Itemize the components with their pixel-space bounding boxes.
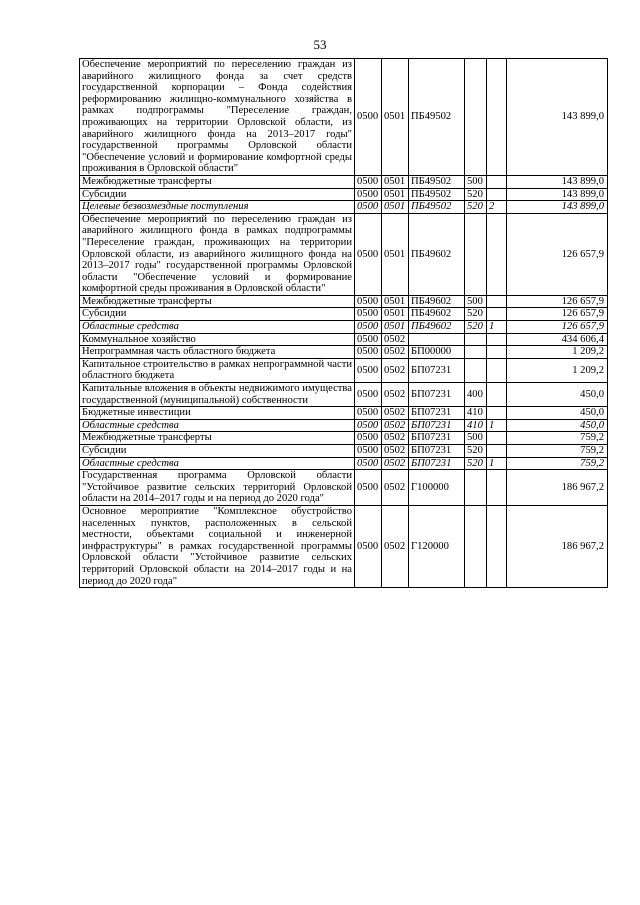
row-name-cell: Капитальное строительство в рамках непрограммной части областного бюджета	[80, 358, 355, 382]
expense-type-code-cell: 500	[465, 295, 487, 308]
subsection-code-cell: 0502	[382, 505, 409, 587]
expense-type-code-cell	[465, 505, 487, 587]
amount-cell: 759,2	[507, 445, 608, 458]
amount-cell: 143 899,0	[507, 175, 608, 188]
row-name-cell: Капитальные вложения в объекты недвижимого имущества государственной (муниципальной) собственности	[80, 383, 355, 407]
table-row	[80, 175, 608, 188]
funding-source-code-cell: 1	[487, 457, 507, 470]
expense-type-code-cell: 500	[465, 432, 487, 445]
subsection-code-cell: 0502	[382, 432, 409, 445]
target-article-code-cell: БП07231	[409, 457, 465, 470]
row-name-cell: Обеспечение мероприятий по переселению граждан из аварийного жилищного фонда в рамках подпрограммы "Переселение граждан, проживающих на территории Орловской области, из аварийного жилищного фонда на 2013–2017 годы" государственной программы Орловской области "Обеспечение условий и формирование комфортной среды проживания в Орловской области"	[80, 213, 355, 295]
amount-cell: 143 899,0	[507, 188, 608, 201]
section-code-cell: 0500	[355, 432, 382, 445]
funding-source-code-cell: 1	[487, 321, 507, 334]
amount-cell: 143 899,0	[507, 201, 608, 214]
row-name-cell: Целевые безвозмездные поступления	[80, 201, 355, 214]
row-name-cell: Субсидии	[80, 188, 355, 201]
table-row	[80, 445, 608, 458]
subsection-code-cell: 0502	[382, 333, 409, 346]
table-row	[80, 295, 608, 308]
target-article-code-cell: Г120000	[409, 505, 465, 587]
funding-source-code-cell	[487, 308, 507, 321]
section-code-cell: 0500	[355, 346, 382, 359]
section-code-cell: 0500	[355, 457, 382, 470]
amount-cell: 126 657,9	[507, 295, 608, 308]
expense-type-code-cell	[465, 213, 487, 295]
amount-cell: 186 967,2	[507, 505, 608, 587]
section-code-cell: 0500	[355, 419, 382, 432]
funding-source-code-cell	[487, 59, 507, 176]
target-article-code-cell: БП07231	[409, 358, 465, 382]
amount-cell: 126 657,9	[507, 321, 608, 334]
funding-source-code-cell	[487, 295, 507, 308]
table-row	[80, 457, 608, 470]
expense-type-code-cell	[465, 59, 487, 176]
funding-source-code-cell	[487, 445, 507, 458]
section-code-cell: 0500	[355, 213, 382, 295]
table-row	[80, 358, 608, 382]
funding-source-code-cell	[487, 188, 507, 201]
row-name-cell: Коммунальное хозяйство	[80, 333, 355, 346]
table-row	[80, 383, 608, 407]
target-article-code-cell: БП07231	[409, 419, 465, 432]
target-article-code-cell	[409, 333, 465, 346]
expense-type-code-cell	[465, 358, 487, 382]
target-article-code-cell: ПБ49502	[409, 175, 465, 188]
table-row	[80, 213, 608, 295]
row-name-cell: Межбюджетные трансферты	[80, 175, 355, 188]
section-code-cell: 0500	[355, 59, 382, 176]
funding-source-code-cell	[487, 432, 507, 445]
amount-cell: 126 657,9	[507, 213, 608, 295]
funding-source-code-cell	[487, 346, 507, 359]
row-name-cell: Непрограммная часть областного бюджета	[80, 346, 355, 359]
amount-cell: 450,0	[507, 383, 608, 407]
section-code-cell: 0500	[355, 445, 382, 458]
table-row	[80, 188, 608, 201]
amount-cell: 759,2	[507, 432, 608, 445]
subsection-code-cell: 0501	[382, 59, 409, 176]
target-article-code-cell: ПБ49502	[409, 188, 465, 201]
subsection-code-cell: 0502	[382, 445, 409, 458]
table-row	[80, 419, 608, 432]
target-article-code-cell: ПБ49602	[409, 321, 465, 334]
subsection-code-cell: 0502	[382, 358, 409, 382]
section-code-cell: 0500	[355, 188, 382, 201]
row-name-cell: Основное мероприятие "Комплексное обустройство населенных пунктов, расположенных в сельской местности, объектами социальной и инженерной инфраструктуры" в рамках государственной программы Орловской области "Устойчивое развитие сельских территорий Орловской области на 2014–2017 годы и на период до 2020 года"	[80, 505, 355, 587]
section-code-cell: 0500	[355, 358, 382, 382]
amount-cell: 1 209,2	[507, 346, 608, 359]
target-article-code-cell: ПБ49602	[409, 213, 465, 295]
expense-type-code-cell: 520	[465, 457, 487, 470]
section-code-cell: 0500	[355, 383, 382, 407]
funding-source-code-cell	[487, 470, 507, 506]
funding-source-code-cell	[487, 175, 507, 188]
subsection-code-cell: 0502	[382, 383, 409, 407]
amount-cell: 1 209,2	[507, 358, 608, 382]
subsection-code-cell: 0501	[382, 308, 409, 321]
budget-table-body	[80, 59, 608, 588]
row-name-cell: Межбюджетные трансферты	[80, 432, 355, 445]
target-article-code-cell: БП07231	[409, 407, 465, 420]
row-name-cell: Областные средства	[80, 321, 355, 334]
funding-source-code-cell	[487, 213, 507, 295]
amount-cell: 126 657,9	[507, 308, 608, 321]
section-code-cell: 0500	[355, 175, 382, 188]
expense-type-code-cell: 520	[465, 445, 487, 458]
funding-source-code-cell	[487, 358, 507, 382]
row-name-cell: Субсидии	[80, 308, 355, 321]
row-name-cell: Бюджетные инвестиции	[80, 407, 355, 420]
section-code-cell: 0500	[355, 505, 382, 587]
table-row	[80, 201, 608, 214]
expense-type-code-cell: 410	[465, 419, 487, 432]
section-code-cell: 0500	[355, 295, 382, 308]
funding-source-code-cell	[487, 505, 507, 587]
section-code-cell: 0500	[355, 470, 382, 506]
expense-type-code-cell	[465, 346, 487, 359]
subsection-code-cell: 0502	[382, 407, 409, 420]
subsection-code-cell: 0501	[382, 321, 409, 334]
table-row	[80, 470, 608, 506]
funding-source-code-cell: 2	[487, 201, 507, 214]
target-article-code-cell: БП07231	[409, 383, 465, 407]
expense-type-code-cell: 410	[465, 407, 487, 420]
subsection-code-cell: 0502	[382, 346, 409, 359]
subsection-code-cell: 0502	[382, 470, 409, 506]
amount-cell: 759,2	[507, 457, 608, 470]
funding-source-code-cell	[487, 333, 507, 346]
table-row	[80, 346, 608, 359]
table-row	[80, 333, 608, 346]
amount-cell: 434 606,4	[507, 333, 608, 346]
expense-type-code-cell: 520	[465, 201, 487, 214]
funding-source-code-cell	[487, 407, 507, 420]
row-name-cell: Субсидии	[80, 445, 355, 458]
page-number: 53	[313, 37, 327, 52]
row-name-cell: Государственная программа Орловской области "Устойчивое развитие сельских территорий Орловской области на 2014–2017 годы и на период до 2020 года"	[80, 470, 355, 506]
table-row	[80, 432, 608, 445]
row-name-cell: Обеспечение мероприятий по переселению граждан из аварийного жилищного фонда за счет средств государственной корпорации – Фонда содействия реформированию жилищно-коммунального хозяйства в рамках подпрограммы "Переселение граждан, проживающих на территории Орловской области, из аварийного жилищного фонда на 2013–2017 годы" государственной программы Орловской области "Обеспечение условий и формирование комфортной среды проживания в Орловской области"	[80, 59, 355, 176]
target-article-code-cell: ПБ49602	[409, 308, 465, 321]
target-article-code-cell: БП00000	[409, 346, 465, 359]
section-code-cell: 0500	[355, 333, 382, 346]
budget-table	[79, 58, 608, 588]
subsection-code-cell: 0502	[382, 457, 409, 470]
expense-type-code-cell: 520	[465, 321, 487, 334]
amount-cell: 186 967,2	[507, 470, 608, 506]
funding-source-code-cell: 1	[487, 419, 507, 432]
table-row	[80, 308, 608, 321]
row-name-cell: Областные средства	[80, 419, 355, 432]
table-row	[80, 505, 608, 587]
table-row	[80, 321, 608, 334]
section-code-cell: 0500	[355, 201, 382, 214]
target-article-code-cell: ПБ49502	[409, 201, 465, 214]
expense-type-code-cell: 520	[465, 188, 487, 201]
table-row	[80, 407, 608, 420]
section-code-cell: 0500	[355, 321, 382, 334]
expense-type-code-cell: 400	[465, 383, 487, 407]
subsection-code-cell: 0501	[382, 175, 409, 188]
target-article-code-cell: БП07231	[409, 432, 465, 445]
subsection-code-cell: 0501	[382, 295, 409, 308]
section-code-cell: 0500	[355, 407, 382, 420]
expense-type-code-cell: 500	[465, 175, 487, 188]
subsection-code-cell: 0501	[382, 201, 409, 214]
expense-type-code-cell	[465, 470, 487, 506]
target-article-code-cell: Г100000	[409, 470, 465, 506]
target-article-code-cell: БП07231	[409, 445, 465, 458]
section-code-cell: 0500	[355, 308, 382, 321]
subsection-code-cell: 0501	[382, 188, 409, 201]
target-article-code-cell: ПБ49502	[409, 59, 465, 176]
subsection-code-cell: 0501	[382, 213, 409, 295]
expense-type-code-cell: 520	[465, 308, 487, 321]
amount-cell: 143 899,0	[507, 59, 608, 176]
expense-type-code-cell	[465, 333, 487, 346]
table-row	[80, 59, 608, 176]
row-name-cell: Областные средства	[80, 457, 355, 470]
target-article-code-cell: ПБ49602	[409, 295, 465, 308]
amount-cell: 450,0	[507, 407, 608, 420]
funding-source-code-cell	[487, 383, 507, 407]
amount-cell: 450,0	[507, 419, 608, 432]
subsection-code-cell: 0502	[382, 419, 409, 432]
row-name-cell: Межбюджетные трансферты	[80, 295, 355, 308]
